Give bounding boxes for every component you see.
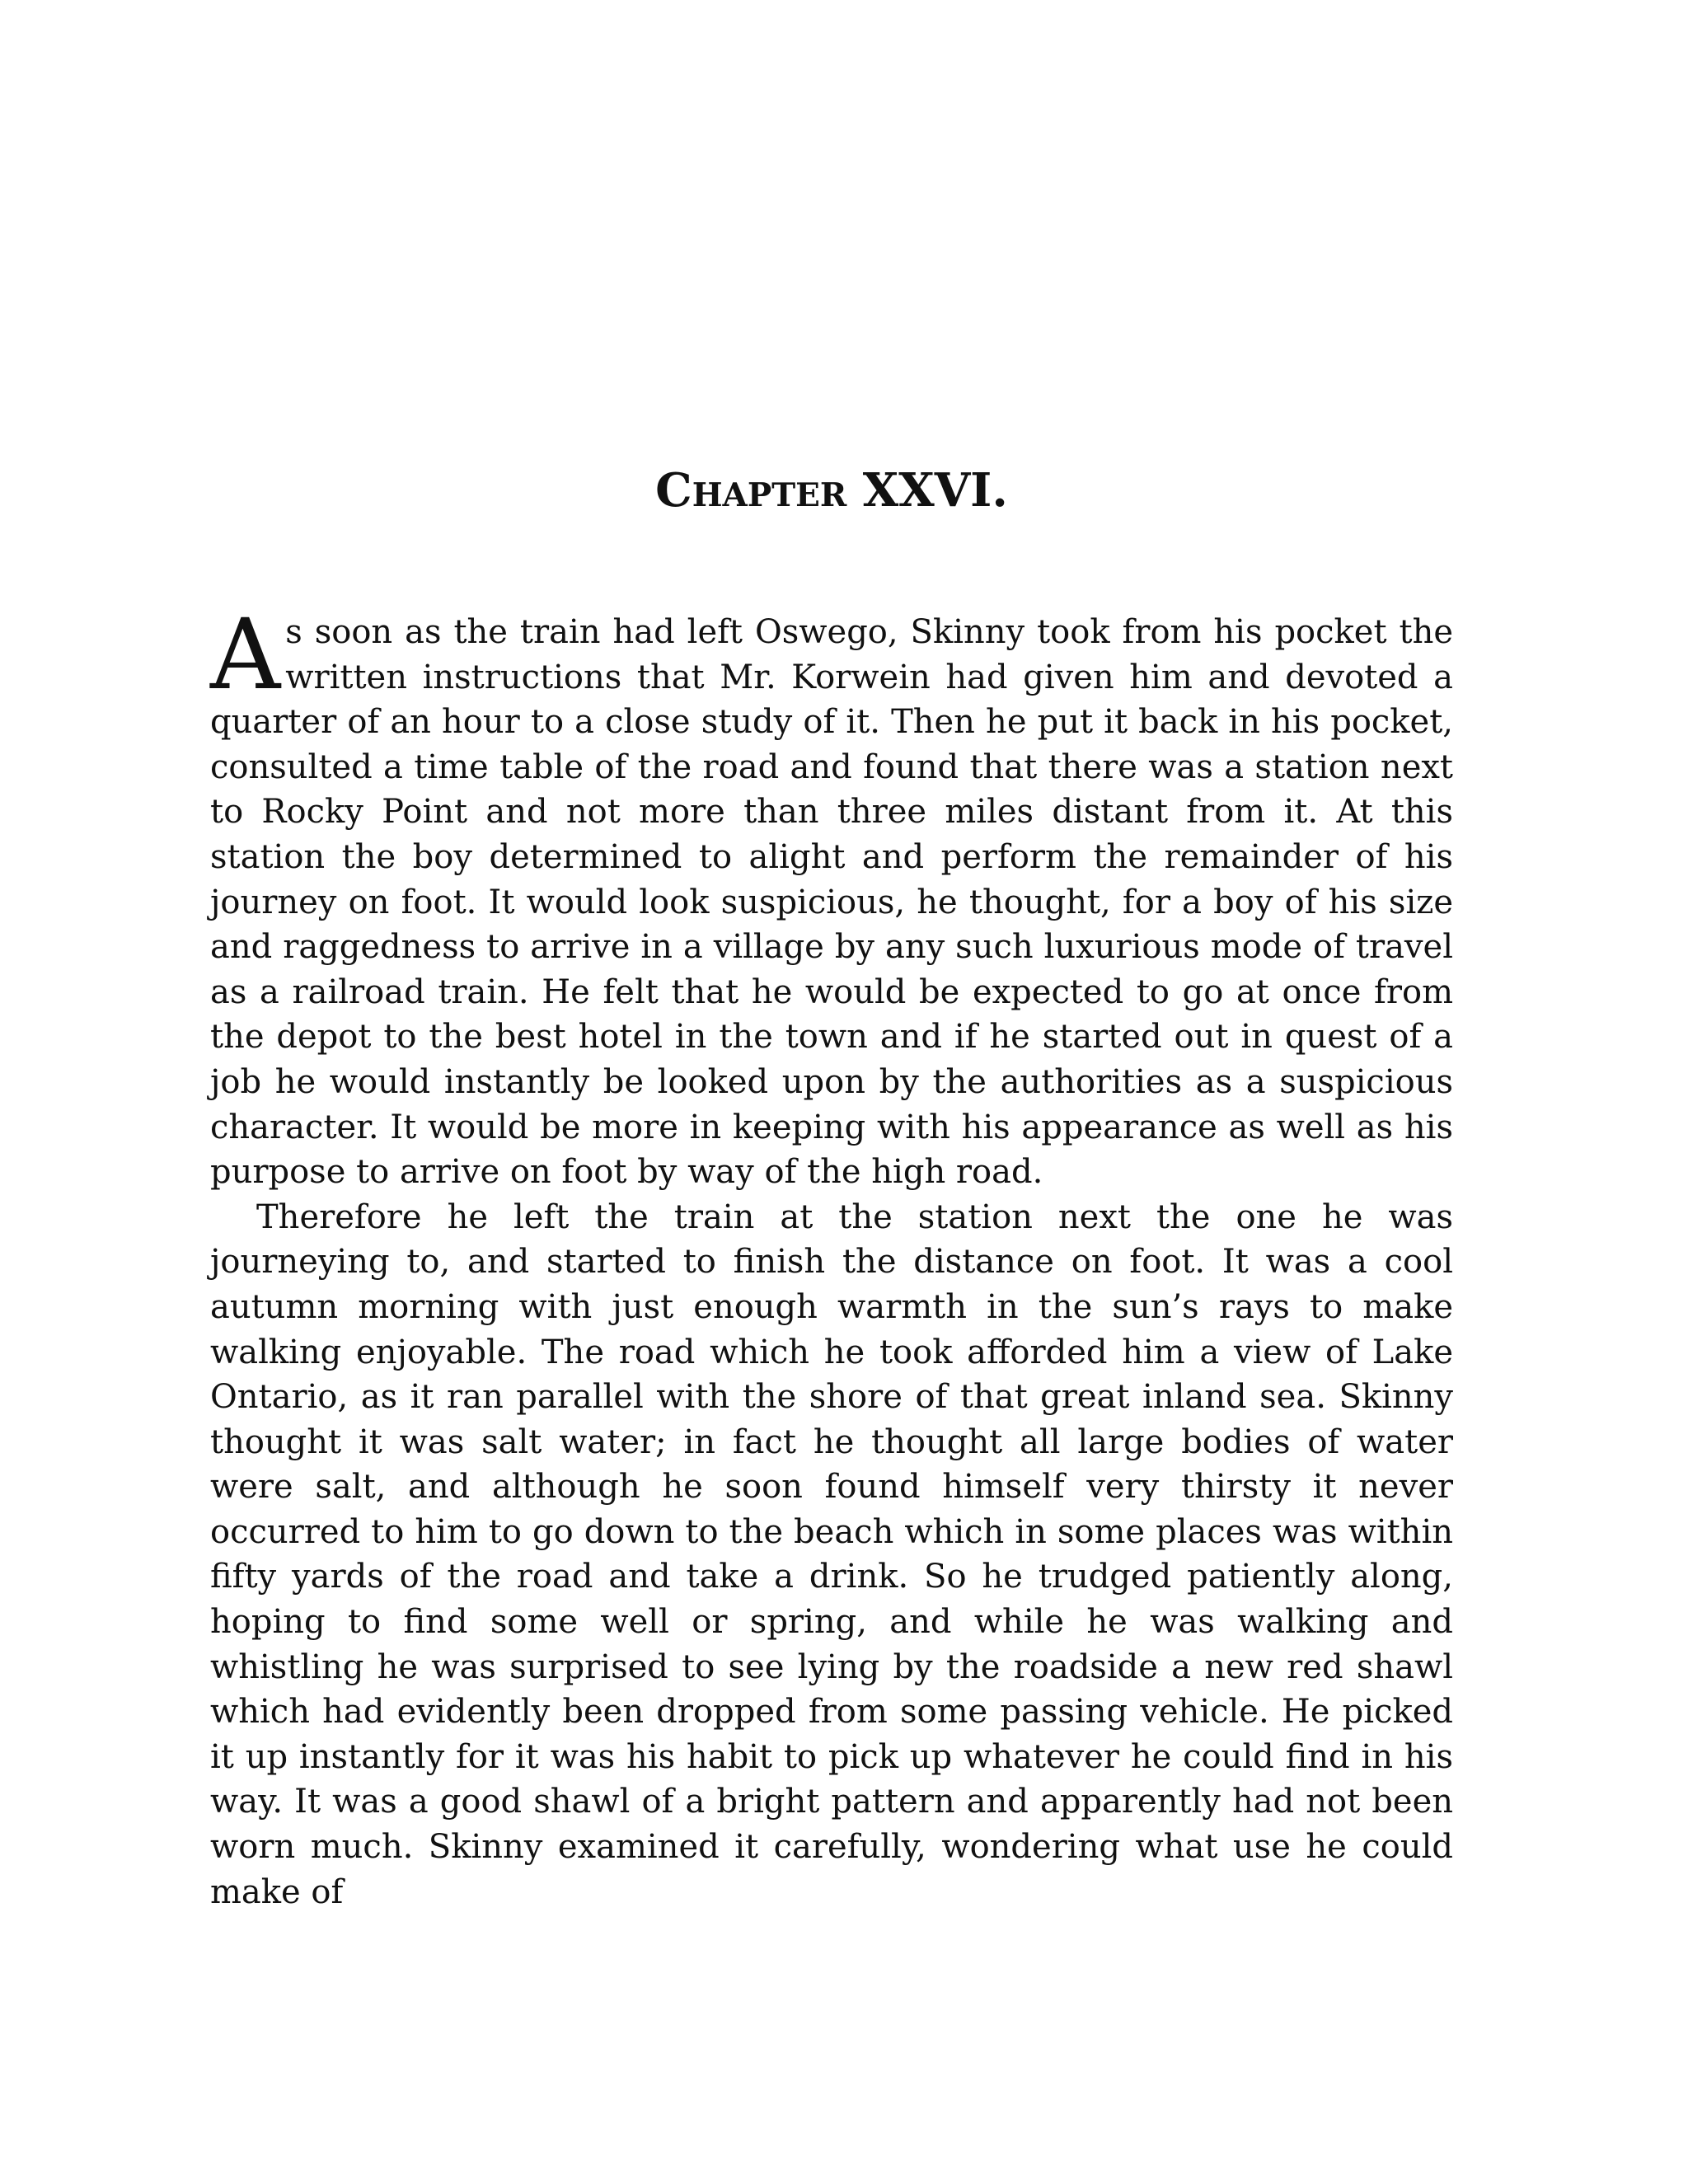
chapter-title: Chapter XXVI. [655,463,1008,518]
book-page [210,0,1453,2184]
paragraph-2: Therefore he left the train at the station next the one he was journeying to, and started to finish the distance on foot. It was a cool autumn morning with just enough warmth in the sun’s rays to make walking enjoyable. The road which he took afforded him a view of Lake Ontario, as it ran parallel with the shore of that great inland sea. Skinny thought it was salt water; in fact he thought all large bodies of water were salt, and although he soon found himself very thirsty it never occurred to him to go down to the beach which in some places was within fifty yards of the road and take a drink. So he trudged patiently along, hoping to find some well or spring, and while he was walking and whistling he was surprised to see lying by the roadside a new red shawl which had evidently been dropped from some passing vehicle. He picked it up instantly for it was his habit to pick up whatever he could find in his way. It was a good shawl of a bright pattern and apparently had not been worn much. Skinny examined it carefully, wondering what use he could make of [210,1197,1453,1911]
paragraph-1: As soon as the train had left Oswego, Skinny took from his pocket the written instructions that Mr. Korwein had given him and devoted a quarter of an hour to a close study of it. Then he put it back in his pocket, consulted a time table of the road and found that there was a station next to Rocky Point and not more than three miles distant from it. At this station the boy determined to alight and perform the remainder of his journey on foot. It would look suspicious, he thought, for a boy of his size and raggedness to arrive in a village by any such luxurious mode of travel as a railroad train. He felt that he would be expected to go at once from the depot to the best hotel in the town and if he started out in quest of a job he would instantly be looked upon by the authorities as a suspicious character. It would be more in keeping with his appearance as well as his purpose to arrive on foot by way of the high road. [210,598,1453,1192]
chapter-body [210,598,1453,1915]
